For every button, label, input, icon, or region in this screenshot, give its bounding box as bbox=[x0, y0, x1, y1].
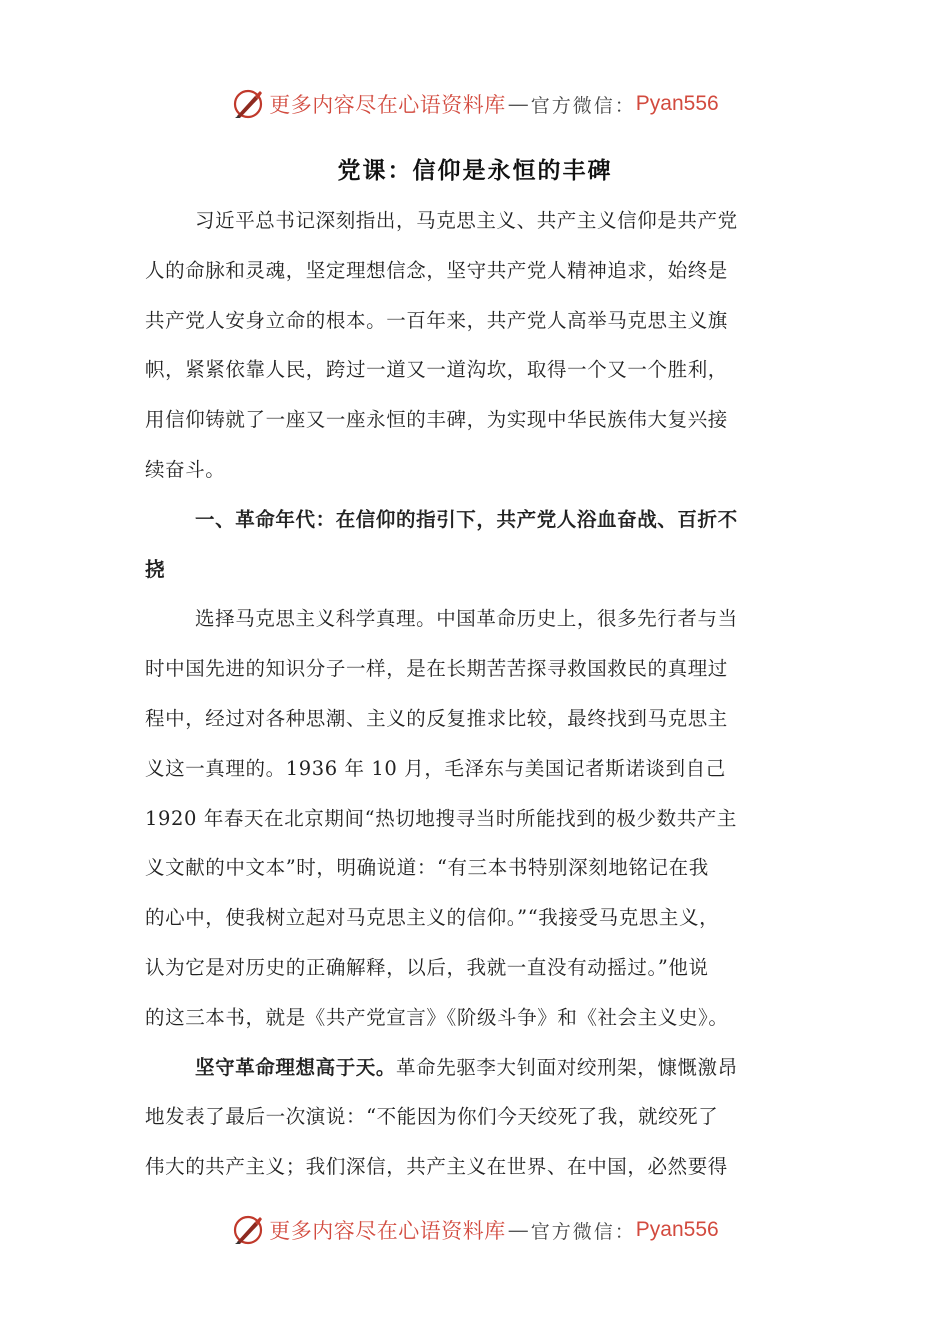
text-line: 习近平总书记深刻指出，马克思主义、共产主义信仰是共产党 bbox=[195, 209, 738, 232]
text-line: 时中国先进的知识分子一样，是在长期苦苦探寻救国救民的真理过 bbox=[145, 657, 728, 681]
text-line: 帜，紧紧依靠人民，跨过一道又一道沟坎，取得一个又一个胜利， bbox=[145, 358, 728, 382]
text-line: 地发表了最后一次演说：“不能因为你们今天绞死了我，就绞死了 bbox=[145, 1105, 719, 1129]
paragraph-lead-bold: 坚守革命理想高于天。 bbox=[195, 1055, 397, 1079]
header-banner bbox=[0, 86, 950, 122]
banner-dash: — bbox=[507, 92, 529, 116]
banner-dash: — bbox=[507, 1218, 529, 1242]
banner-wechat-id: Pyan556 bbox=[635, 1218, 719, 1241]
paragraph-marxism bbox=[145, 594, 805, 1042]
text-line: 人的命脉和灵魂，坚定理想信念，坚守共产党人精神追求，始终是 bbox=[145, 258, 728, 282]
text-line: 的心中，使我树立起对马克思主义的信仰。”“我接受马克思主义， bbox=[145, 906, 720, 930]
text-line: 续奋斗。 bbox=[145, 457, 226, 481]
text-line: 选择马克思主义科学真理。中国革命历史上，很多先行者与当 bbox=[195, 607, 738, 631]
banner-site-text: 更多内容尽在心语资料库 bbox=[269, 1219, 506, 1243]
footer-banner bbox=[0, 1212, 950, 1248]
document-title: 党课：信仰是永恒的丰碑 bbox=[337, 158, 613, 184]
text-line: 的这三本书，就是《共产党宣言》《阶级斗争》和《社会主义史》。 bbox=[145, 1005, 729, 1029]
banner-wechat-id: Pyan556 bbox=[635, 92, 719, 115]
text-line: 义这一真理的。1936 年 10 月，毛泽东与美国记者斯诺谈到自己 bbox=[145, 756, 726, 780]
text-line bbox=[145, 1043, 805, 1093]
pen-logo-icon bbox=[231, 87, 265, 121]
text-line: 义文献的中文本”时，明确说道：“有三本书特别深刻地铭记在我 bbox=[145, 856, 709, 880]
banner-site-text: 更多内容尽在心语资料库 bbox=[269, 93, 506, 117]
banner-wechat-label: 官方微信： bbox=[530, 94, 636, 117]
banner-wechat-label: 官方微信： bbox=[530, 1220, 636, 1243]
paragraph-lead-rest: 革命先驱李大钊面对绞刑架，慷慨激昂 bbox=[396, 1055, 738, 1079]
document-body bbox=[145, 196, 805, 1192]
text-line: 用信仰铸就了一座又一座永恒的丰碑，为实现中华民族伟大复兴接 bbox=[145, 408, 728, 432]
heading-line: 挠 bbox=[145, 557, 166, 581]
paragraph-revolution-ideal bbox=[145, 1043, 805, 1192]
text-line: 1920 年春天在北京期间“热切地搜寻当时所能找到的极少数共产主 bbox=[145, 806, 737, 830]
pen-logo-icon bbox=[231, 1213, 265, 1247]
text-line: 认为它是对历史的正确解释，以后，我就一直没有动摇过。”他说 bbox=[145, 955, 709, 979]
section-heading-1 bbox=[145, 495, 805, 595]
heading-line: 一、革命年代：在信仰的指引下，共产党人浴血奋战、百折不 bbox=[195, 507, 738, 531]
text-line: 程中，经过对各种思潮、主义的反复推求比较，最终找到马克思主 bbox=[145, 706, 728, 730]
text-line: 伟大的共产主义；我们深信，共产主义在世界、在中国，必然要得 bbox=[145, 1155, 728, 1179]
paragraph-intro bbox=[145, 196, 805, 495]
text-line: 共产党人安身立命的根本。一百年来，共产党人高举马克思主义旗 bbox=[145, 308, 728, 332]
